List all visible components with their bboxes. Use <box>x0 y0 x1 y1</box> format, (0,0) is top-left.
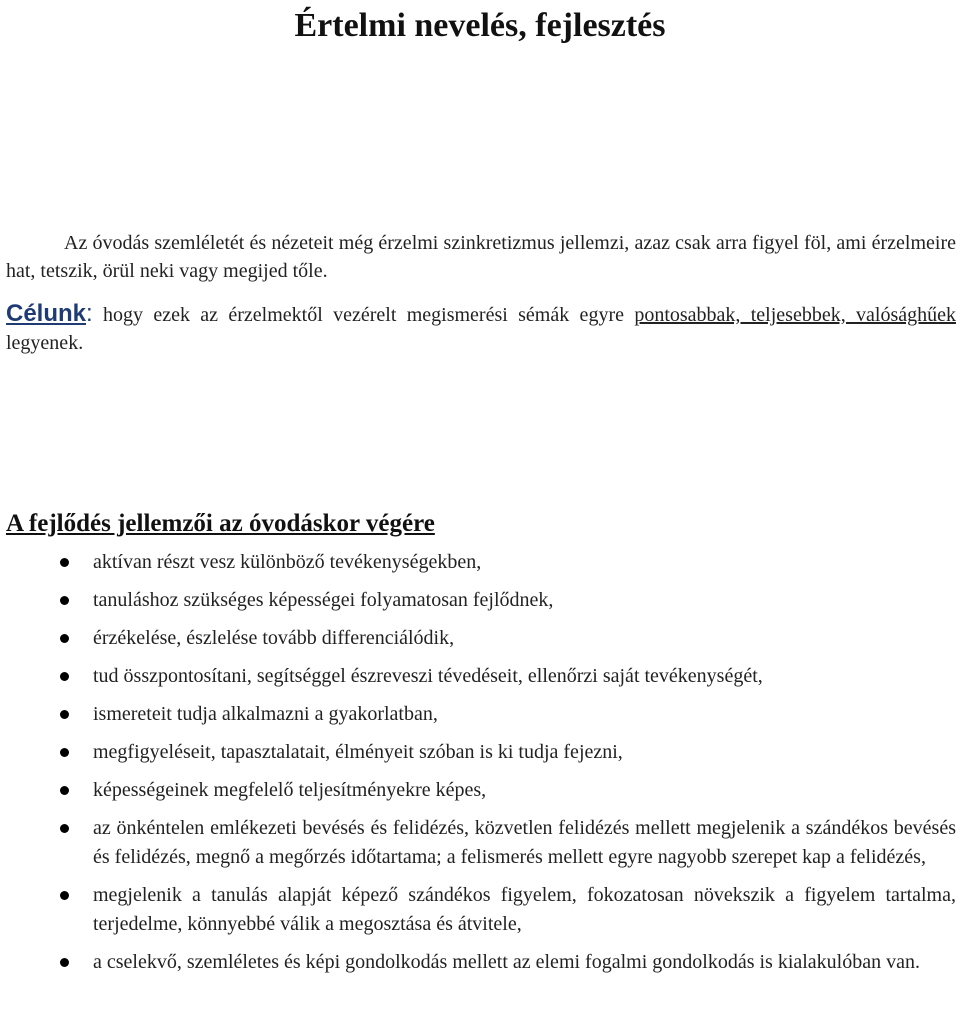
list-item-text: tud összpontosítani, segítséggel észreveszi tévedéseit, ellenőrzi saját tevékenységét, <box>93 665 763 687</box>
section-heading: A fejlődés jellemzői az óvodáskor végére <box>6 510 435 537</box>
bullet-icon <box>60 824 69 833</box>
list-item-text: érzékelése, észlelése tovább differenciálódik, <box>93 627 455 649</box>
bullet-icon <box>60 634 69 643</box>
list-item <box>0 738 960 767</box>
list-item <box>0 881 960 939</box>
goal-paragraph <box>6 300 956 357</box>
list-item <box>0 814 960 872</box>
page-title: Értelmi nevelés, fejlesztés <box>294 7 666 44</box>
list-item <box>0 700 960 729</box>
development-list <box>0 548 960 977</box>
bullet-icon <box>60 786 69 795</box>
list-item-text: a cselekvő, szemléletes és képi gondolkodás mellett az elemi fogalmi gondolkodás is kialakulóban van. <box>93 951 920 973</box>
goal-text-after: legyenek. <box>6 332 84 354</box>
list-item-text: megfigyeléseit, tapasztalatait, élményeit szóban is ki tudja fejezni, <box>93 741 623 763</box>
list-item <box>0 586 960 615</box>
goal-colon: : <box>86 300 93 327</box>
bullet-icon <box>60 558 69 567</box>
list-item-text: az önkéntelen emlékezeti bevésés és felidézés, közvetlen felidézés mellett megjelenik a szándékos bevésés és felidézés, megnő a megőrzés időtartama; a felismerés mellett egyre nagyobb szerepet kap a felidézés, <box>93 817 956 868</box>
intro-text: Az óvodás szemléletét és nézeteit még érzelmi szinkretizmus jellemzi, azaz csak arra figyel föl, ami érzelmeire hat, tetszik, örül neki vagy megijed tőle. <box>6 232 956 282</box>
bullet-icon <box>60 748 69 757</box>
bullet-icon <box>60 958 69 967</box>
list-item-text: képességeinek megfelelő teljesítményekre képes, <box>93 779 487 801</box>
goal-label: Célunk <box>6 300 87 327</box>
bullet-icon <box>60 710 69 719</box>
list-item-text: aktívan részt vesz különböző tevékenységekben, <box>93 551 482 573</box>
bullet-icon <box>60 891 69 900</box>
list-item <box>0 548 960 577</box>
bullet-icon <box>60 596 69 605</box>
intro-paragraph <box>6 229 956 285</box>
list-item-text: tanuláshoz szükséges képességei folyamatosan fejlődnek, <box>93 589 554 611</box>
goal-underlined-text: pontosabbak, teljesebbek, valósághűek <box>634 304 956 326</box>
bullet-icon <box>60 672 69 681</box>
list-item <box>0 948 960 977</box>
list-item-text: megjelenik a tanulás alapját képező szándékos figyelem, fokozatosan növekszik a figyelem tartalma, terjedelme, könnyebbé válik a megosztása és átvitele, <box>93 884 956 935</box>
list-item-text: ismereteit tudja alkalmazni a gyakorlatban, <box>93 703 438 725</box>
list-item <box>0 624 960 653</box>
list-item <box>0 662 960 691</box>
list-item <box>0 776 960 805</box>
goal-text-before: hogy ezek az érzelmektől vezérelt megismerési sémák egyre <box>92 304 635 326</box>
